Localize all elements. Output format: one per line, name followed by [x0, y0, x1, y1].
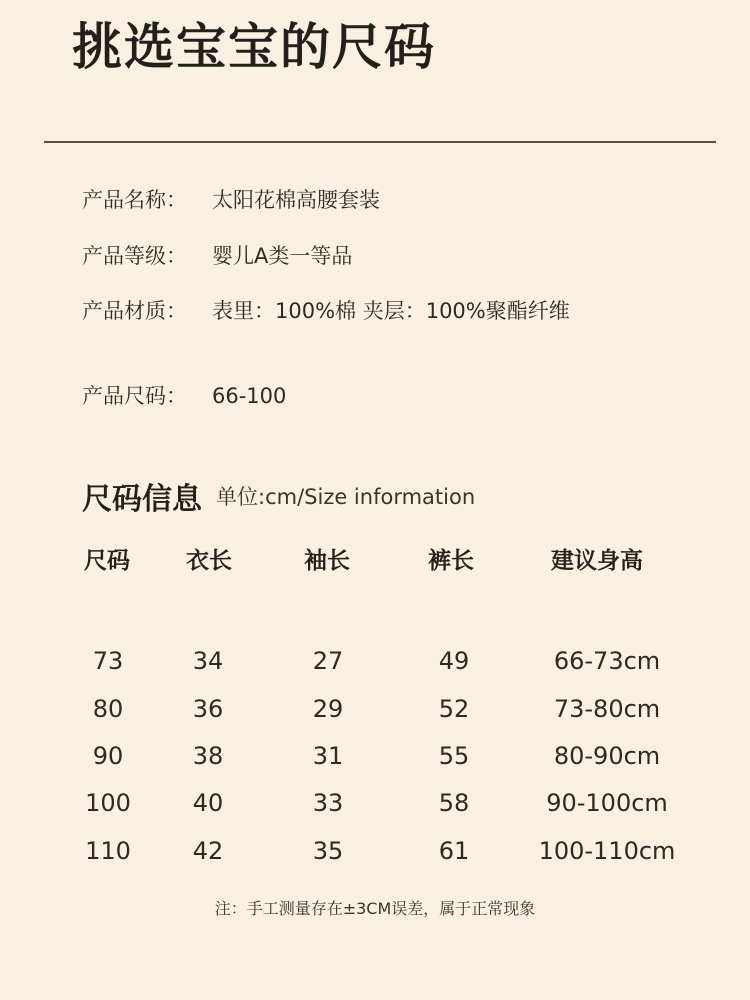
cell-pants-length: 55: [438, 742, 470, 770]
product-size-label: 产品尺码：: [82, 384, 187, 408]
cell-top-length: 34: [192, 647, 224, 675]
cell-recommended-height: 90-100cm: [546, 789, 668, 817]
product-grade-label: 产品等级：: [82, 244, 187, 268]
product-material-row: [82, 297, 570, 325]
product-size-value: 66-100: [212, 384, 287, 408]
product-name-label: 产品名称：: [82, 188, 187, 212]
measurement-note: 注：手工测量存在±3CM误差，属于正常现象: [214, 899, 536, 918]
cell-sleeve-length: 27: [312, 647, 344, 675]
header-recommended-height: 建议身高: [551, 548, 643, 574]
cell-recommended-height: 80-90cm: [553, 742, 661, 770]
cell-recommended-height: 66-73cm: [553, 647, 661, 675]
cell-pants-length: 49: [438, 647, 470, 675]
size-info-heading: [82, 474, 475, 518]
header-pants-length: 裤长: [428, 548, 474, 574]
cell-size: 110: [85, 837, 131, 865]
cell-top-length: 42: [192, 837, 224, 865]
cell-sleeve-length: 31: [312, 742, 344, 770]
cell-pants-length: 52: [438, 695, 470, 723]
cell-sleeve-length: 35: [312, 837, 344, 865]
product-grade-row: [82, 242, 352, 270]
cell-size: 90: [92, 742, 124, 770]
page-title: 挑选宝宝的尺码: [72, 18, 436, 76]
product-name-row: [82, 186, 380, 214]
product-material-label: 产品材质：: [82, 299, 187, 323]
header-sleeve-length: 袖长: [304, 548, 350, 574]
cell-size: 100: [85, 789, 131, 817]
cell-top-length: 40: [192, 789, 224, 817]
product-material-value: 表里：100%棉 夹层：100%聚酯纤维: [212, 299, 570, 323]
cell-recommended-height: 73-80cm: [553, 695, 661, 723]
size-info-title: 尺码信息: [82, 482, 202, 517]
size-info-unit: 单位:cm/Size information: [216, 485, 476, 509]
product-size-row: [82, 382, 286, 410]
cell-size: 73: [92, 647, 124, 675]
cell-sleeve-length: 33: [312, 789, 344, 817]
title-divider: [44, 141, 716, 143]
product-grade-value: 婴儿A类一等品: [212, 244, 353, 268]
cell-recommended-height: 100-110cm: [538, 837, 676, 865]
header-size: 尺码: [84, 548, 130, 574]
cell-size: 80: [92, 695, 124, 723]
cell-pants-length: 58: [438, 789, 470, 817]
header-top-length: 衣长: [186, 548, 232, 574]
cell-top-length: 38: [192, 742, 224, 770]
cell-top-length: 36: [192, 695, 224, 723]
cell-pants-length: 61: [438, 837, 470, 865]
cell-sleeve-length: 29: [312, 695, 344, 723]
product-name-value: 太阳花棉高腰套装: [212, 188, 380, 212]
